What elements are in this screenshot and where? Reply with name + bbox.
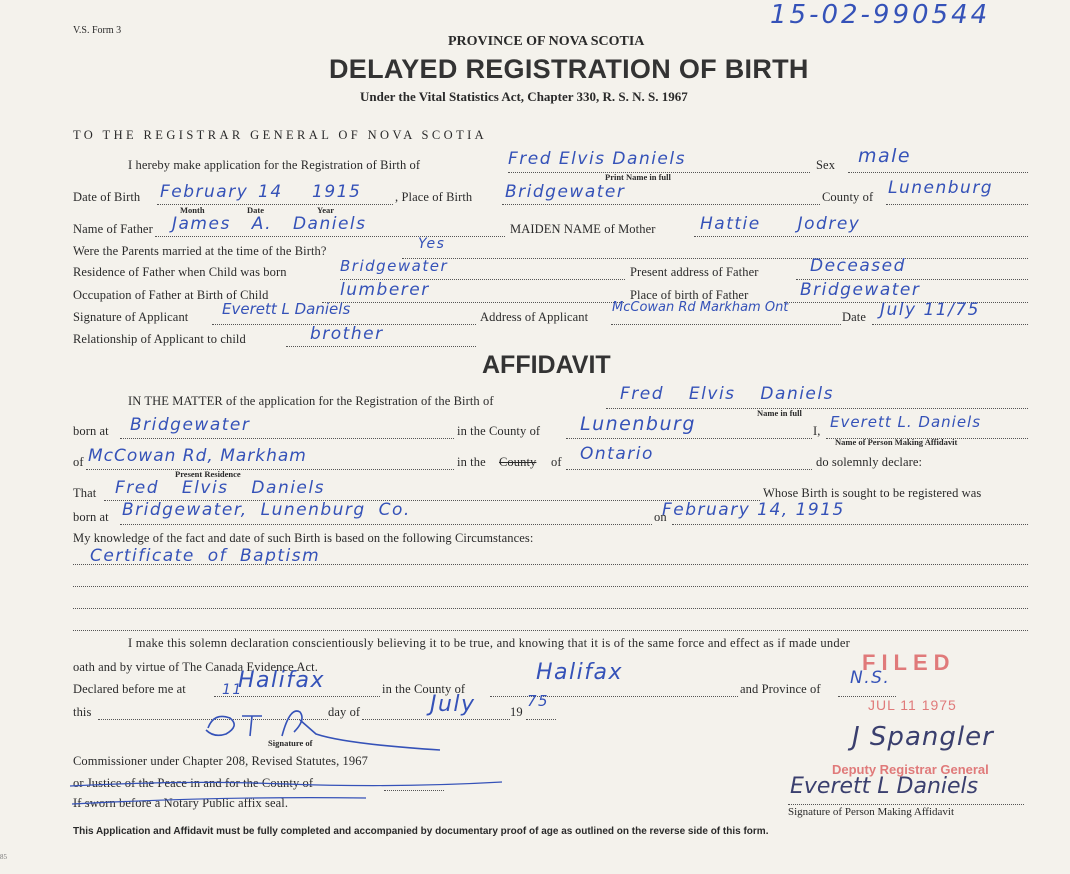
affidavit-name-underline: [606, 408, 1028, 409]
affiant-province: Ontario: [580, 444, 654, 464]
label-and-province: and Province of: [740, 682, 821, 696]
present-address-father: Deceased: [810, 256, 906, 276]
sex-underline: [848, 172, 1028, 173]
circumstance-line-2: [73, 586, 1028, 587]
circumstance-line-4: [73, 630, 1028, 631]
dob-month: February: [160, 182, 249, 202]
affiant-caption: Name of Person Making Affidavit: [835, 437, 958, 447]
label-county: County of: [822, 190, 874, 204]
label-born-at: born at: [73, 424, 109, 438]
date-caption: Date: [247, 205, 264, 215]
label-born-at-2: born at: [73, 510, 109, 524]
commissioner-signature: [196, 700, 456, 756]
applicant-address: McCowan Rd Markham Ont: [612, 300, 789, 315]
label-addr-applicant: Address of Applicant: [480, 310, 589, 324]
month-caption: Month: [180, 205, 205, 215]
label-that: That: [73, 486, 97, 500]
province-underline: [566, 469, 812, 470]
residence-father: Bridgewater: [340, 257, 449, 275]
affiant-residence: McCowan Rd, Markham: [88, 446, 307, 466]
form-number: V.S. Form 3: [73, 25, 122, 36]
affiant-sig-caption: Signature of Person Making Affidavit: [788, 806, 954, 818]
label-father-birthplace: Place of birth of Father: [630, 288, 749, 302]
born-at-underline: [120, 438, 454, 439]
place-of-birth: Bridgewater: [505, 182, 626, 202]
province-heading: PROVINCE OF NOVA SCOTIA: [448, 34, 645, 49]
signature-of-caption: Signature of: [268, 738, 313, 748]
label-county-struck: County: [499, 455, 537, 469]
declared-province: N.S.: [850, 668, 891, 688]
present-residence-caption: Present Residence: [175, 469, 241, 479]
label-i: I,: [813, 424, 821, 438]
form-subtitle: Under the Vital Statistics Act, Chapter 330, R. S. N. S. 1967: [360, 89, 688, 104]
affidavit-child-name: Fred Elvis Daniels: [620, 384, 834, 404]
commissioner-text: Commissioner under Chapter 208, Revised Statutes, 1967: [73, 754, 368, 768]
label-day-of: day of: [328, 705, 361, 719]
circumstance-value: Certificate of Baptism: [90, 546, 321, 566]
affidavit-born-at: Bridgewater: [130, 415, 251, 435]
label-knowledge: My knowledge of the fact and date of such Birth is based on the following Circumstances:: [73, 531, 534, 545]
registrar-signature: J Spangler: [852, 722, 994, 752]
label-sex: Sex: [816, 158, 836, 172]
mother-underline: [694, 236, 1028, 237]
married-underline: [402, 258, 1028, 259]
label-residence-father: Residence of Father when Child was born: [73, 265, 287, 279]
year-underline: [526, 719, 556, 720]
county-value: Lunenburg: [888, 178, 994, 198]
declared-year: 75: [527, 692, 550, 710]
label-of-2: of: [551, 455, 562, 469]
place-underline: [502, 204, 820, 205]
label-mother: MAIDEN NAME of Mother: [510, 222, 656, 236]
label-declare: do solemnly declare:: [816, 455, 923, 469]
declared-county: Halifax: [536, 660, 623, 685]
filed-stamp: FILED: [862, 650, 956, 675]
application-date: July 11/75: [880, 300, 980, 320]
label-declared-before: Declared before me at: [73, 682, 186, 696]
label-19: 19: [510, 705, 523, 719]
declared-at: Halifax: [238, 668, 325, 693]
applicant-signature: Everett L Daniels: [222, 300, 351, 318]
father-underline: [155, 236, 505, 237]
label-sig-applicant: Signature of Applicant: [73, 310, 189, 324]
label-this: this: [73, 705, 92, 719]
label-married: Were the Parents married at the time of the Birth?: [73, 244, 327, 258]
father-birthplace: Bridgewater: [800, 280, 921, 300]
dob-year: 1915: [312, 182, 362, 202]
form-title: DELAYED REGISTRATION OF BIRTH: [329, 54, 809, 84]
label-in-the: in the: [457, 455, 486, 469]
label-of: of: [73, 455, 84, 469]
born-on-underline: [672, 524, 1028, 525]
relationship-value: brother: [310, 324, 384, 344]
declaration-text: I make this solemn declaration conscientiously believing it to be true, and knowing that it is of the same force and effect as if made under: [128, 636, 851, 650]
label-relationship: Relationship of Applicant to child: [73, 332, 246, 346]
affidavit-title: AFFIDAVIT: [482, 351, 611, 379]
label-apply: I hereby make application for the Registration of Birth of: [128, 158, 421, 172]
affiant-name: Everett L. Daniels: [830, 413, 982, 431]
notary-text: If sworn before a Notary Public affix seal.: [73, 796, 289, 810]
occupation-value: lumberer: [340, 280, 430, 300]
oath-text: oath and by virtue of The Canada Evidence Act.: [73, 660, 318, 674]
relationship-underline: [286, 346, 476, 347]
name-in-full-caption: Name in full: [757, 408, 802, 418]
justice-text: or Justice of the Peace in and for the County of: [73, 776, 314, 790]
affiant-signature: Everett L Daniels: [790, 774, 979, 799]
occupation-underline: [322, 302, 624, 303]
addr-applicant-underline: [611, 324, 841, 325]
mother-name: Hattie Jodrey: [700, 214, 861, 234]
county-underline: [886, 204, 1028, 205]
married-value: Yes: [418, 236, 446, 252]
label-dob: Date of Birth: [73, 190, 141, 204]
this-day: 11: [222, 682, 243, 698]
serial-number: 15-02-990544: [770, 0, 991, 30]
label-in-county: in the County of: [457, 424, 541, 438]
footer-note: This Application and Affidavit must be fully completed and accompanied by documentary proof of age as outlined on the reverse side of this form.: [73, 826, 769, 837]
year-caption: Year: [317, 205, 334, 215]
label-in-county-2: in the County of: [382, 682, 466, 696]
child-name: Fred Elvis Daniels: [508, 149, 686, 169]
strike-through-scribble: [66, 778, 506, 808]
declared-month: July: [430, 692, 476, 717]
circumstance-line-3: [73, 608, 1028, 609]
label-date: Date: [842, 310, 866, 324]
print-name-caption: Print Name in full: [605, 172, 671, 182]
sex-value: male: [858, 145, 912, 167]
label-place-of-birth: , Place of Birth: [395, 190, 473, 204]
affidavit-born-on: February 14, 1915: [662, 500, 845, 520]
father-name: James A. Daniels: [172, 214, 367, 234]
label-occupation: Occupation of Father at Birth of Child: [73, 288, 269, 302]
date-underline: [872, 324, 1028, 325]
to-registrar-line: TO THE REGISTRAR GENERAL OF NOVA SCOTIA: [73, 128, 488, 142]
affidavit-county: Lunenburg: [580, 413, 696, 435]
label-father: Name of Father: [73, 222, 153, 236]
that-name: Fred Elvis Daniels: [115, 478, 325, 498]
born-at-2-underline: [120, 524, 652, 525]
residence-underline: [86, 469, 454, 470]
affiant-sig-underline: [788, 804, 1024, 805]
label-matter: IN THE MATTER of the application for the Registration of the Birth of: [128, 394, 494, 408]
deputy-registrar-stamp: Deputy Registrar General: [832, 762, 989, 777]
label-whose-birth: Whose Birth is sought to be registered was: [763, 486, 982, 500]
label-present-address: Present address of Father: [630, 265, 759, 279]
filed-date-stamp: JUL 11 1975: [868, 697, 957, 713]
affidavit-born-at-2: Bridgewater, Lunenburg Co.: [122, 500, 411, 520]
affidavit-county-underline: [566, 438, 812, 439]
margin-mark: 85: [0, 853, 7, 861]
dob-day: 14: [258, 182, 283, 202]
label-on: on: [654, 510, 667, 524]
